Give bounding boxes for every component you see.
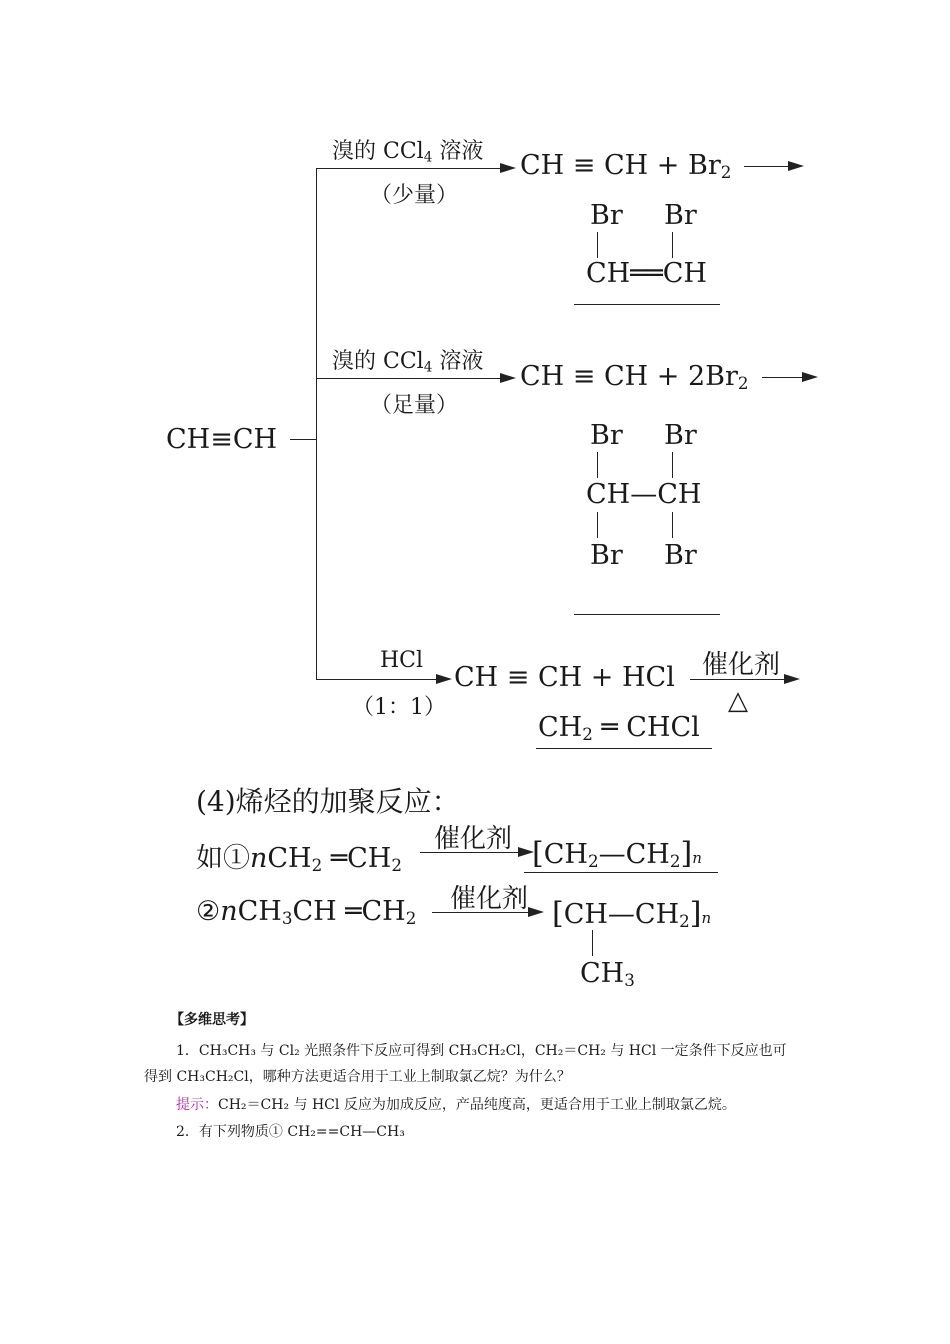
branch1-equation: CH ≡ CH + $Br_2$	[520, 150, 732, 183]
branch1-line	[316, 168, 506, 169]
polymer-reaction-2-product: $[CH—CH_2]n$	[552, 896, 712, 932]
branch1-product-br-right: Br	[664, 200, 697, 231]
think-hint	[176, 1094, 736, 1114]
branch2-reagent: 溴的 CCl$_4$ 溶液	[332, 349, 484, 376]
reactant-stub-line	[290, 439, 316, 440]
polymer-reaction-2-methyl: $CH_3$	[580, 958, 635, 991]
polymer-reaction-2-arrow-head	[528, 906, 544, 918]
think-q1-line1: 1．CH₃CH₃ 与 Cl₂ 光照条件下反应可得到 CH₃CH₂Cl，CH₂＝CH₂ 与 HCl 一定条件下反应也可	[176, 1043, 787, 1059]
branch3-eq-arrow-line	[690, 679, 788, 680]
branch2-product-br-bot-left: Br	[590, 540, 623, 571]
branch1-arrow-head	[500, 162, 516, 174]
branch3-line	[316, 679, 440, 680]
branch-trunk-line	[316, 168, 317, 680]
branch2-bond-bot-right	[672, 512, 673, 538]
branch3-eq-arrow-head	[784, 673, 800, 685]
branch2-equation: CH ≡ CH + $2Br_2$	[520, 361, 749, 394]
hint-text: CH₂＝CH₂ 与 HCl 反应为加成反应，产品纯度高，更适合用于工业上制取氯乙烷。	[218, 1097, 736, 1113]
think-title: 【多维思考】	[170, 1012, 254, 1028]
branch3-reagent: HCl	[380, 648, 424, 673]
branch2-eq-arrow-line	[762, 377, 806, 378]
polymer-reaction-1-reactants: 如①nCH$_2$ $═CH_2$	[196, 843, 402, 876]
branch1-eq-arrow-line	[744, 166, 792, 167]
polymer-reaction-2-arrow-line	[432, 912, 532, 913]
branch1-product-underline	[574, 304, 720, 305]
polymer-reaction-2-methyl-bond	[592, 930, 593, 956]
branch1-reagent: 溴的 CCl$_4$ 溶液	[332, 139, 484, 166]
branch1-bond-right	[672, 232, 673, 258]
branch2-product-br-top-right: Br	[664, 420, 697, 451]
branch3-arrow-head	[436, 673, 452, 685]
branch2-product-br-top-left: Br	[590, 420, 623, 451]
branch3-ratio: （1：1）	[352, 695, 446, 720]
branch3-product: $CH_2$ ═ CHCl	[538, 712, 700, 745]
think-q2: 2．有下列物质① CH₂==CH—CH₃	[176, 1124, 405, 1140]
branch3-equation: CH ≡ CH + HCl	[454, 662, 675, 693]
branch2-amount: （足量）	[370, 393, 459, 418]
hint-label: 提示：	[176, 1097, 218, 1113]
polymer-reaction-1-underline	[524, 872, 718, 873]
polymer-reaction-1-arrow-line	[420, 852, 522, 853]
polymer-reaction-1-product: $[CH_2—CH_2]n$	[532, 836, 702, 872]
branch2-bond-bot-left	[597, 512, 598, 538]
branch3-catalyst: 催化剂	[702, 650, 781, 680]
branch2-line	[316, 378, 506, 379]
branch2-arrow-head	[500, 372, 516, 384]
branch2-bond-top-left	[597, 452, 598, 478]
branch2-product-underline	[574, 614, 720, 615]
branch2-bond-top-right	[672, 452, 673, 478]
branch1-amount: （少量）	[370, 183, 459, 208]
polymer-reaction-2-reactants: ②nCH$_3$CH $═CH_2$	[196, 896, 417, 929]
reactant-acetylene: CH≡CH	[166, 424, 278, 455]
branch2-product-chain: CH—CH	[586, 479, 702, 510]
branch2-eq-arrow-head	[802, 371, 818, 383]
branch1-eq-arrow-head	[788, 160, 804, 172]
polymer-reaction-1-catalyst: 催化剂	[434, 824, 513, 854]
branch1-bond-left	[597, 232, 598, 258]
polymer-reaction-2-catalyst: 催化剂	[450, 884, 529, 914]
branch1-product-br-left: Br	[590, 200, 623, 231]
branch1-product-chain: CH══CH	[586, 258, 707, 289]
branch3-heat-symbol: △	[728, 686, 748, 716]
branch2-product-br-bot-right: Br	[664, 540, 697, 571]
think-q1-line2: 得到 CH₃CH₂Cl，哪种方法更适合用于工业上制取氯乙烷？为什么？	[144, 1069, 571, 1085]
branch3-product-underline	[536, 748, 712, 749]
section4-heading: (4)烯烃的加聚反应：	[196, 785, 460, 818]
